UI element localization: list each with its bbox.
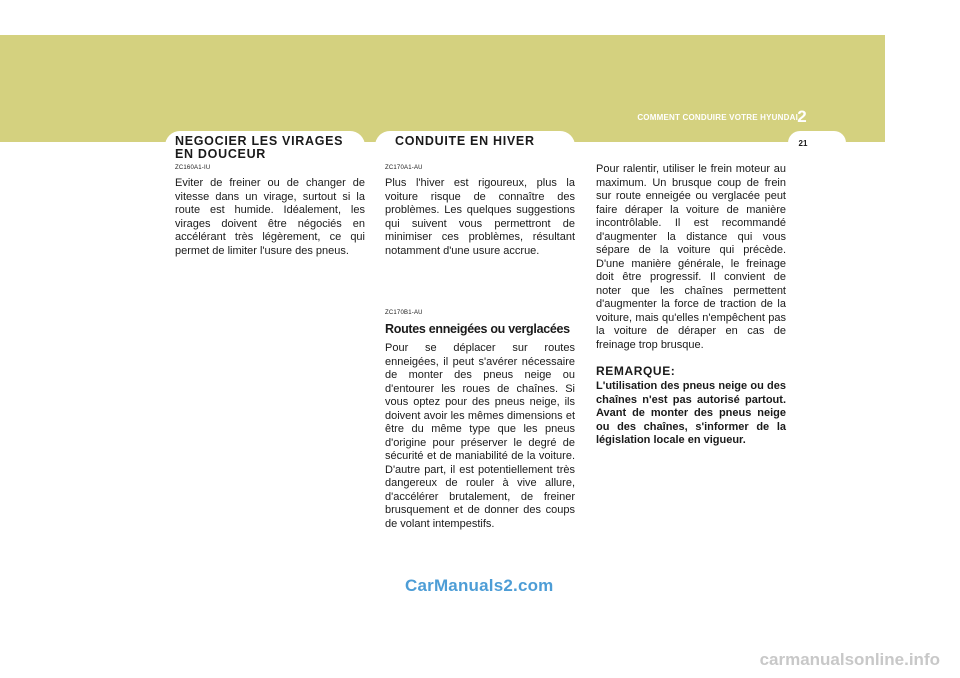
section-code-winter: ZC170A1-AU (385, 165, 423, 171)
section-tab-curves (165, 131, 365, 161)
remark-text: L'utilisation des pneus neige ou des chaînes n'est pas autorisé partout. Avant de monter des pneus neige ou des chaînes, s'informer de la législation locale en vigueur. (596, 380, 786, 446)
section-code-curves: ZC160A1-IU (175, 165, 211, 171)
footer-watermark: carmanualsonline.info (759, 650, 940, 669)
braking-paragraph: Pour ralentir, utiliser le frein moteur au maximum. Un brusque coup de frein sur route enneigée ou verglacée peut faire déraper la voiture de manière incontrôlable. Il est recommandé d'augmenter la distance qui vous sépare de la voiture qui précède. D'une manière générale, le freinage doit être progressif. Il convient de noter que les chaînes permettent d'augmenter la force de traction de la voiture, mais qu'elles n'empêchent pas la voiture de déraper en cas de freinage trop brusque. (596, 163, 786, 351)
chapter-title: COMMENT CONDUIRE VOTRE HYUNDAI (637, 113, 798, 122)
winter-paragraph: Plus l'hiver est rigoureux, plus la voiture risque de connaître des problèmes. Les quelques suggestions qui suivent vous permettront de minimiser ces problèmes, résultant notamment d'une usure accrue. (385, 177, 575, 257)
column-right (596, 163, 786, 448)
section-title-winter: CONDUITE EN HIVER (395, 134, 535, 148)
snow-paragraph: Pour se déplacer sur routes enneigées, il peut s'avérer nécessaire de monter des pneus neige ou d'entourer les roues de chaînes. Si vous optez pour des pneus neige, ils doivent avoir les mêmes dimensions et être du même type que les pneus d'origine pour préserver le degré de sécurité et de maniabilité de la voiture. D'autre part, il est potentiellement très dangereux de rouler à vive allure, d'accélérer brutalement, de freiner brusquement et de donner des coups de volant intempestifs. (385, 342, 575, 530)
snow-subtitle: Routes enneigées ou verglacées (385, 322, 570, 336)
header-band (0, 35, 885, 142)
section-tab-winter (375, 131, 575, 161)
remark-title: REMARQUE: (596, 364, 676, 378)
site-watermark: CarManuals2.com (405, 576, 554, 595)
column-middle (385, 165, 575, 531)
chapter-number: 2 (797, 107, 807, 126)
curves-paragraph: Eviter de freiner ou de changer de vitesse dans un virage, surtout si la route est humide. Idéalement, les virages doivent être négociés en accélérant très légèrement, ce qui permet de limiter l'usure des pneus. (175, 177, 365, 257)
page-number: 21 (798, 139, 808, 148)
column-left (175, 165, 365, 258)
section-title-curves: NEGOCIER LES VIRAGES EN DOUCEUR (175, 134, 344, 161)
section-code-snow: ZC170B1-AU (385, 310, 423, 316)
